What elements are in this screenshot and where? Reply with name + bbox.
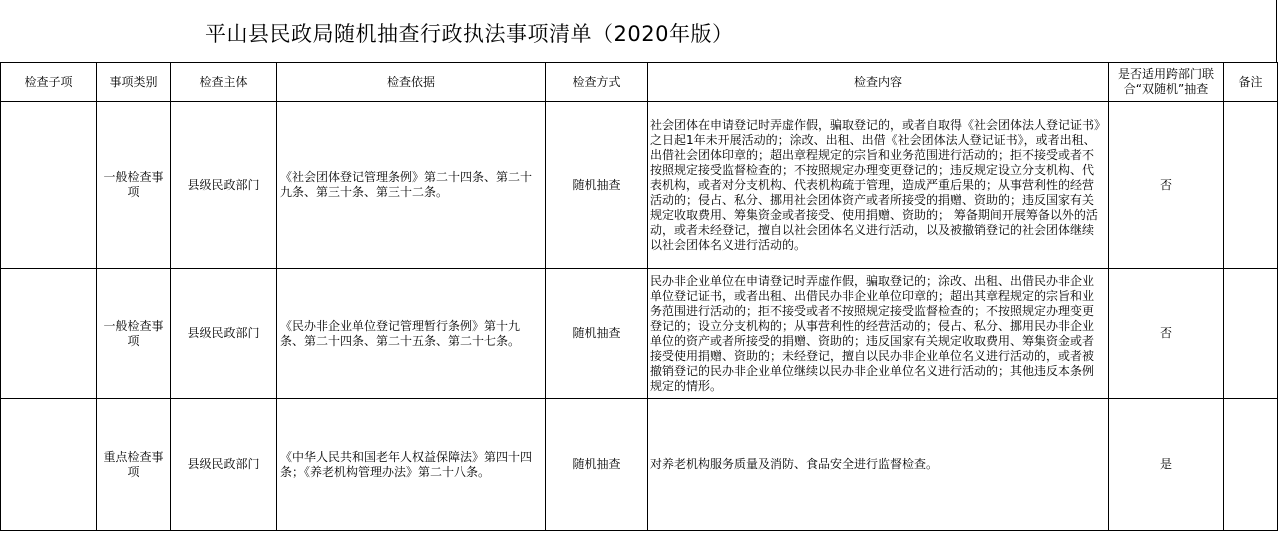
- cell-cross-dept: 否: [1109, 269, 1224, 399]
- cell-basis: 《中华人民共和国老年人权益保障法》第四十四条；《养老机构管理办法》第二十八条。: [277, 399, 546, 531]
- cell-method: 随机抽查: [546, 269, 648, 399]
- header-basis: 检查依据: [277, 63, 546, 102]
- title-row: [0, 0, 1277, 62]
- cell-method: 随机抽查: [546, 102, 648, 269]
- cell-item: [1, 269, 97, 399]
- cell-item: [1, 102, 97, 269]
- cell-category: 一般检查事项: [97, 102, 171, 269]
- header-subject: 检查主体: [171, 63, 277, 102]
- cell-category: 重点检查事项: [97, 399, 171, 531]
- table-row: [1, 399, 1278, 531]
- inspection-table: [0, 62, 1278, 531]
- page-title: 平山县民政局随机抽查行政执法事项清单（2020年版）: [205, 22, 734, 46]
- table-header-row: [1, 63, 1278, 102]
- cell-cross-dept: 是: [1109, 399, 1224, 531]
- table-row: [1, 102, 1278, 269]
- cell-content: 对养老机构服务质量及消防、食品安全进行监督检查。: [648, 399, 1109, 531]
- page-bottom-margin: [0, 531, 1285, 540]
- cell-subject: 县级民政部门: [171, 102, 277, 269]
- cell-category: 一般检查事项: [97, 269, 171, 399]
- header-content: 检查内容: [648, 63, 1109, 102]
- cell-remark: [1224, 399, 1278, 531]
- header-cross-dept: 是否适用跨部门联合“双随机”抽查: [1109, 63, 1224, 102]
- cell-item: [1, 399, 97, 531]
- cell-cross-dept: 否: [1109, 102, 1224, 269]
- cell-content: 民办非企业单位在申请登记时弄虚作假，骗取登记的；涂改、出租、出借民办非企业单位登记证书，或者出租、出借民办非企业单位印章的；超出其章程规定的宗旨和业务范围进行活动的；拒不接受或者不按照规定接受监督检查的；不按照规定办理变更登记的；设立分支机构的；从事营利性的经营活动的；侵占、私分、挪用民办非企业单位的资产或者所接受的捐赠、资助的；违反国家有关规定收取费用、筹集资金或者接受使用捐赠、资助的；未经登记，擅自以民办非企业单位名义进行活动的，或者被撤销登记的民办非企业单位继续以民办非企业单位名义进行活动的；其他违反本条例规定的情形。: [648, 269, 1109, 399]
- cell-method: 随机抽查: [546, 399, 648, 531]
- header-item: 检查子项: [1, 63, 97, 102]
- cell-subject: 县级民政部门: [171, 399, 277, 531]
- header-method: 检查方式: [546, 63, 648, 102]
- header-remark: 备注: [1224, 63, 1278, 102]
- cell-basis: 《社会团体登记管理条例》第二十四条、第二十九条、第三十条、第三十二条。: [277, 102, 546, 269]
- cell-content: 社会团体在申请登记时弄虚作假，骗取登记的，或者自取得《社会团体法人登记证书》之日起1年未开展活动的；涂改、出租、出借《社会团体法人登记证书》，或者出租、出借社会团体印章的；超出章程规定的宗旨和业务范围进行活动的；拒不接受或者不按照规定接受监督检查的；不按照规定办理变更登记的；违反规定设立分支机构、代表机构，或者对分支机构、代表机构疏于管理，造成严重后果的；从事营利性的经营活动的；侵占、私分、挪用社会团体资产或者所接受的捐赠、资助的；违反国家有关规定收取费用、筹集资金或者接受、使用捐赠、资助的； 筹备期间开展筹备以外的活动，或者未经登记，擅自以社会团体名义进行活动，以及被撤销登记的社会团体继续以社会团体名义进行活动的。: [648, 102, 1109, 269]
- table-row: [1, 269, 1278, 399]
- cell-remark: [1224, 269, 1278, 399]
- cell-basis: 《民办非企业单位登记管理暂行条例》第十九条、第二十四条、第二十五条、第二十七条。: [277, 269, 546, 399]
- cell-subject: 县级民政部门: [171, 269, 277, 399]
- header-category: 事项类别: [97, 63, 171, 102]
- cell-remark: [1224, 102, 1278, 269]
